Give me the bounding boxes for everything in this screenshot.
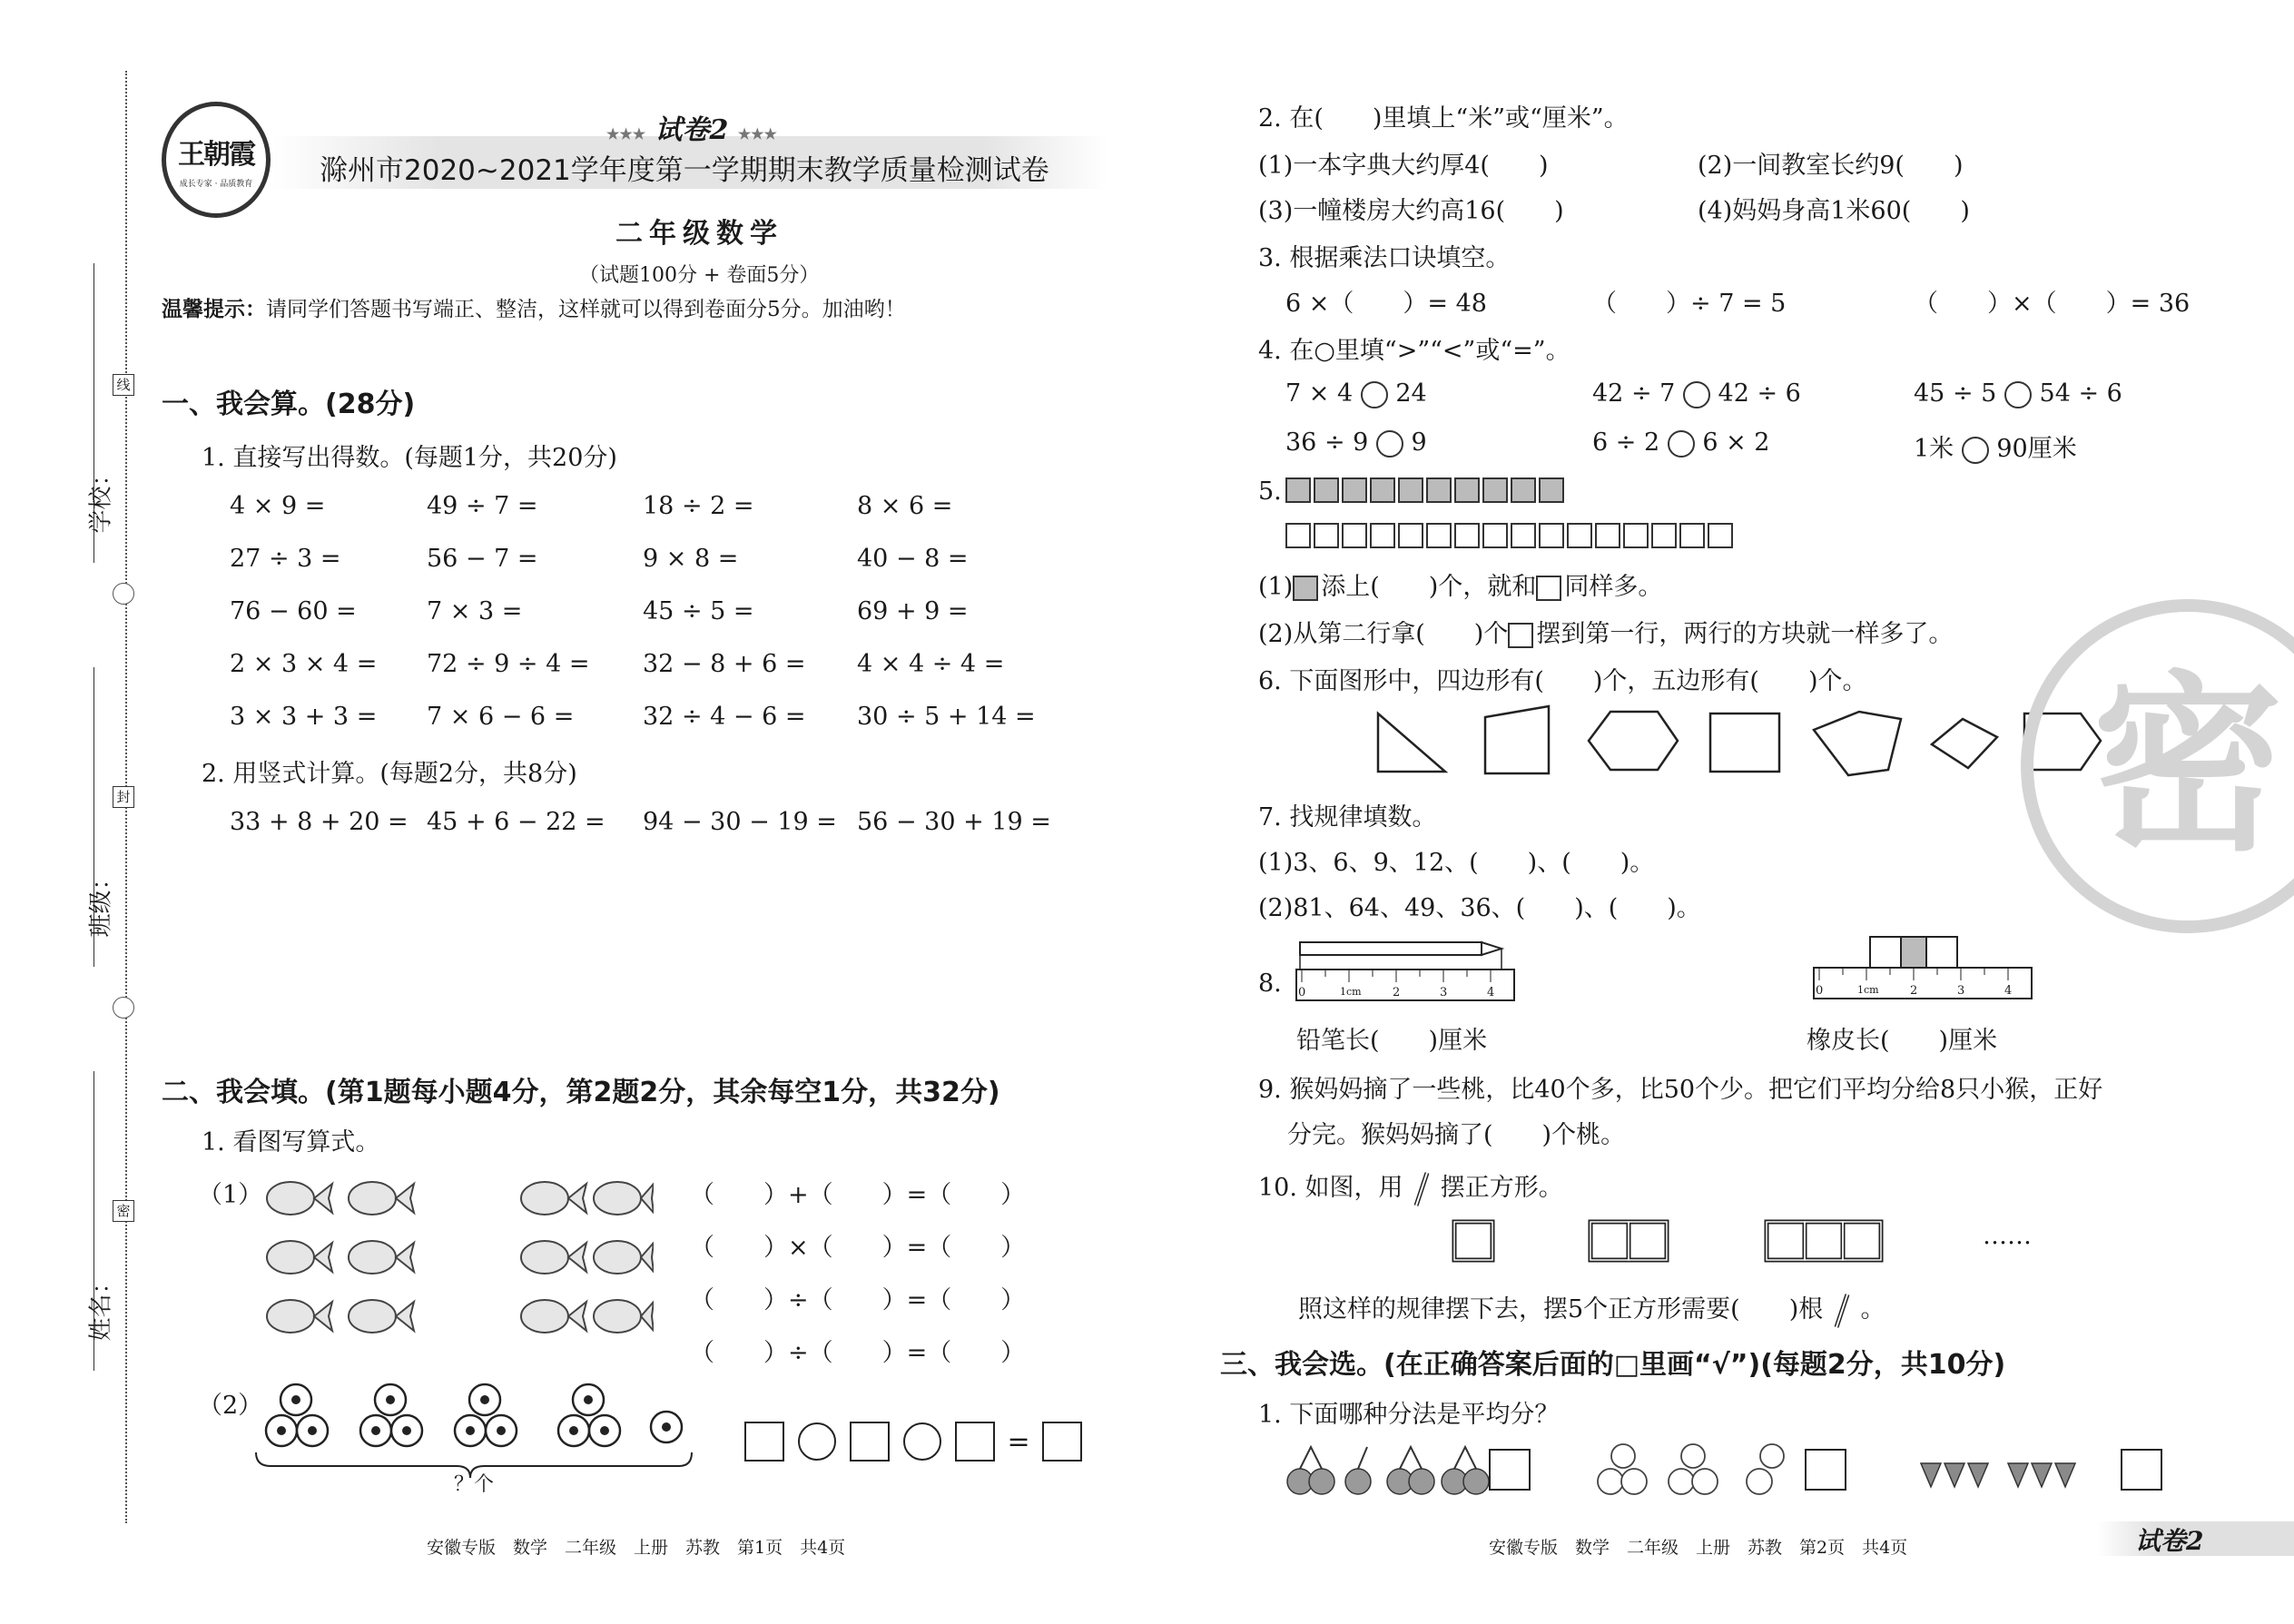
compare-item	[1592, 428, 1770, 458]
seal-mark: 封	[113, 786, 134, 808]
goldfish-icon	[594, 1182, 654, 1215]
quadrilateral-icon	[1485, 706, 1549, 773]
vertical-calc-item: 45 + 6 − 22 =	[427, 808, 605, 836]
white-square-row	[1285, 523, 1736, 548]
ruler-tick: 0	[1298, 986, 1306, 999]
s2-q5-b	[1258, 614, 1953, 649]
logo-text: 王朝霞	[178, 139, 254, 171]
calc-item: 4 × 4 ÷ 4 =	[857, 650, 1005, 678]
answer-box[interactable]	[744, 1422, 784, 1462]
section2-title: 二、我会填。(第1题每小题4分，第2题2分，其余每空1分，共32分)	[162, 1077, 1000, 1108]
line-mark: 线	[113, 374, 134, 396]
school-label: 学校：	[87, 462, 115, 534]
exam-title: 滁州市2020~2021学年度第一学期期末教学质量检测试卷	[320, 154, 1049, 187]
calc-item: 8 × 6 =	[857, 492, 953, 520]
gray-square-icon	[1293, 576, 1318, 601]
calc-item: 69 + 9 =	[857, 597, 969, 625]
compare-right: 90厘米	[1996, 435, 2077, 463]
answer-box-b[interactable]	[1805, 1449, 1846, 1491]
compare-item	[1914, 428, 2077, 464]
triangle-icon	[1378, 714, 1445, 772]
eraser-ruler	[1810, 933, 2037, 1006]
secret-watermark	[2021, 599, 2294, 933]
tip-text: 请同学们答题书写端正、整洁，这样就可以得到卷面分5分。加油哟！	[266, 298, 906, 321]
vertical-calc-item: 33 + 8 + 20 =	[230, 808, 409, 836]
ruler-tick: 0	[1816, 984, 1824, 998]
apples-group	[1590, 1434, 1799, 1500]
goldfish-icon	[521, 1182, 586, 1215]
s2-q2-item: (1)一本字典大约厚4( )	[1258, 152, 1549, 180]
fish-equation: （ ）+（ ）=（ ）	[690, 1181, 1026, 1209]
footer-tag: 试卷2	[2135, 1526, 2204, 1556]
goldfish-icon	[267, 1182, 332, 1215]
goldfish-icon	[349, 1241, 414, 1274]
s2-q3-item: （ ）×（ ）= 36	[1914, 290, 2191, 318]
score-note: （试题100分 + 卷面5分）	[579, 264, 820, 287]
s2-q8-a: 铅笔长( )厘米	[1296, 1027, 1488, 1055]
s2-q2-item: (2)一间教室长约9( )	[1698, 152, 1964, 180]
cherries-group	[1284, 1440, 1492, 1500]
s2-q5-label: 5.	[1258, 477, 1282, 506]
s1-q1-title: 1. 直接写出得数。(每题1分，共20分)	[202, 444, 617, 472]
compare-right: 24	[1395, 379, 1427, 408]
s2-q5-a	[1258, 566, 1662, 602]
compare-left: 7 × 4	[1285, 379, 1354, 408]
answer-box[interactable]	[850, 1422, 890, 1462]
hexagon-icon	[1589, 712, 1678, 770]
name-label: 姓名：	[87, 1270, 115, 1342]
goldfish-icon	[594, 1241, 654, 1274]
secret-watermark-text: 密	[2092, 655, 2283, 877]
s2-q8-label: 8.	[1258, 969, 1282, 998]
calc-item: 7 × 6 − 6 =	[427, 703, 575, 731]
compare-circle[interactable]	[1962, 437, 1989, 464]
subject-title: 二年级数学	[615, 218, 783, 250]
s2-q7-a: (1)3、6、9、12、( )、( )。	[1258, 849, 1655, 877]
operator-circle[interactable]	[798, 1422, 836, 1461]
goldfish-icon	[594, 1300, 654, 1333]
s2-q2-item: (3)一幢楼房大约高16( )	[1258, 197, 1564, 225]
star-icon: ★★★	[606, 125, 646, 143]
compare-item	[1914, 379, 2122, 408]
s2-q1-part1-label: （1）	[198, 1181, 263, 1209]
binding-hole-icon	[113, 997, 134, 1019]
calc-item: 3 × 3 + 3 =	[230, 703, 378, 731]
calc-item: 45 ÷ 5 =	[643, 597, 754, 625]
matchstick-squares	[1449, 1216, 1957, 1267]
calc-item: 72 ÷ 9 ÷ 4 =	[427, 650, 590, 678]
operator-circle[interactable]	[903, 1422, 941, 1461]
tip-label: 温馨提示：	[162, 297, 266, 321]
matchstick-icon	[1831, 1291, 1853, 1331]
s2-q3-item: 6 ×（ ）= 48	[1285, 290, 1487, 318]
s2-q1-part2-label: （2）	[198, 1392, 263, 1420]
s2-q10-line2	[1298, 1289, 1885, 1331]
secret-mark: 密	[113, 1200, 134, 1222]
ruler-unit: 1cm	[1340, 986, 1362, 998]
tip	[162, 292, 906, 322]
goldfish-icon	[349, 1300, 414, 1333]
compare-right: 6 × 2	[1702, 428, 1770, 457]
ruler-icon	[1296, 969, 1514, 1000]
pencil-icon	[1300, 942, 1482, 955]
answer-box[interactable]	[955, 1422, 995, 1462]
strawberries-group	[1914, 1445, 2141, 1496]
s3-q1-title: 1. 下面哪种分法是平均分？	[1258, 1401, 1560, 1429]
q10-pre: 10. 如图，用	[1258, 1174, 1403, 1202]
answer-box[interactable]	[1042, 1422, 1082, 1462]
fish-equation: （ ）÷（ ）=（ ）	[690, 1286, 1026, 1314]
s2-q10-line1	[1258, 1167, 1563, 1209]
square-icon	[1710, 714, 1779, 772]
compare-item	[1285, 379, 1427, 408]
s2-q2-item: (4)妈妈身高1米60( )	[1698, 197, 1970, 225]
vertical-calc-item: 56 − 30 + 19 =	[857, 808, 1051, 836]
calc-item: 27 ÷ 3 =	[230, 545, 341, 573]
brand-logo	[162, 102, 271, 218]
vertical-calc-item: 94 − 30 − 19 =	[643, 808, 837, 836]
logo-subtext: 成长专家 · 品质教育	[179, 180, 253, 189]
ruler-icon	[1814, 968, 2032, 999]
calc-item: 49 ÷ 7 =	[427, 492, 538, 520]
answer-box-c[interactable]	[2121, 1449, 2162, 1491]
compare-right: 42 ÷ 6	[1718, 379, 1801, 408]
rhombus-icon	[1932, 719, 1997, 768]
s2-q4-title: 4. 在○里填“>”“<”或“=”。	[1258, 337, 1570, 365]
compare-circle[interactable]	[2004, 381, 2032, 408]
ruler-tick: 3	[1440, 986, 1448, 999]
s2-q6-title: 6. 下面图形中，四边形有( )个，五边形有( )个。	[1258, 667, 1867, 695]
s2-q7-b: (2)81、64、49、36、( )、( )。	[1258, 894, 1701, 922]
compare-right: 9	[1411, 428, 1427, 457]
footer-left: 安徽专版 数学 二年级 上册 苏教 第1页 共4页	[427, 1538, 846, 1558]
compare-item	[1285, 428, 1427, 458]
calc-item: 7 × 3 =	[427, 597, 523, 625]
calc-item: 30 ÷ 5 + 14 =	[857, 703, 1036, 731]
goldfish-icon	[267, 1300, 332, 1333]
compare-left: 36 ÷ 9	[1285, 428, 1369, 457]
q5a-mid: 添上( )个，就和	[1321, 573, 1537, 601]
ruler-tick: 4	[1487, 986, 1495, 999]
compare-circle[interactable]	[1683, 381, 1710, 408]
compare-left: 45 ÷ 5	[1914, 379, 1997, 408]
s2-q1-title: 1. 看图写算式。	[202, 1128, 380, 1156]
s2-q2-title: 2. 在( )里填上“米”或“厘米”。	[1258, 104, 1629, 133]
calc-item: 18 ÷ 2 =	[643, 492, 754, 520]
compare-circle[interactable]	[1376, 430, 1403, 458]
compare-item	[1592, 379, 1801, 408]
q5a-pre: (1)	[1258, 573, 1294, 601]
compare-circle[interactable]	[1361, 381, 1388, 408]
compare-left: 6 ÷ 2	[1592, 428, 1660, 457]
goldfish-icon	[521, 1241, 586, 1274]
s2-q9-line1: 9. 猴妈妈摘了一些桃，比40个多，比50个少。把它们平均分给8只小猴，正好	[1258, 1076, 2103, 1104]
football-illustration	[252, 1380, 697, 1480]
s2-q8-b: 橡皮长( )厘米	[1807, 1027, 1998, 1055]
compare-left: 42 ÷ 7	[1592, 379, 1676, 408]
equals-sign: =	[1007, 1425, 1030, 1458]
s2-q3-title: 3. 根据乘法口诀填空。	[1258, 244, 1511, 272]
ruler-tick: 3	[1957, 984, 1965, 998]
section1-title: 一、我会算。(28分)	[162, 389, 416, 420]
q5a-post: 同样多。	[1564, 573, 1663, 601]
compare-right: 54 ÷ 6	[2039, 379, 2122, 408]
answer-box-a[interactable]	[1489, 1449, 1531, 1491]
class-label: 班级：	[87, 866, 115, 938]
matchstick-icon	[1411, 1169, 1433, 1209]
q10-ellipsis: ……	[1983, 1222, 2032, 1250]
s2-q3-item: （ ）÷ 7 = 5	[1592, 290, 1787, 318]
pencil-ruler	[1293, 935, 1520, 1008]
fish-equation: （ ）×（ ）=（ ）	[690, 1234, 1026, 1262]
compare-left: 1米	[1914, 435, 1954, 463]
s2-q9-line2: 分完。猴妈妈摘了( )个桃。	[1287, 1121, 1626, 1149]
q10-end: 。	[1860, 1295, 1885, 1324]
star-icon: ★★★	[737, 125, 777, 143]
q5b-post: 摆到第一行，两行的方块就一样多了。	[1536, 620, 1954, 648]
football-count-note: ？个	[454, 1473, 495, 1496]
ruler-tick: 2	[1393, 986, 1401, 999]
section3-title: 三、我会选。(在正确答案后面的□里画“√”)(每题2分，共10分)	[1220, 1349, 2006, 1381]
paper-tag	[606, 107, 777, 147]
fish-illustration	[254, 1171, 654, 1343]
footer-right: 安徽专版 数学 二年级 上册 苏教 第2页 共4页	[1489, 1538, 1908, 1558]
football-equation-blanks	[744, 1422, 1082, 1462]
calc-item: 32 ÷ 4 − 6 =	[643, 703, 806, 731]
white-square-icon	[1536, 576, 1561, 601]
fish-equation: （ ）÷（ ）=（ ）	[690, 1339, 1026, 1367]
s1-q2-title: 2. 用竖式计算。(每题2分，共8分)	[202, 760, 577, 788]
q10-question: 照这样的规律摆下去，摆5个正方形需要( )根	[1298, 1295, 1824, 1324]
calc-item: 9 × 8 =	[643, 545, 739, 573]
calc-item: 4 × 9 =	[230, 492, 326, 520]
calc-item: 76 − 60 =	[230, 597, 357, 625]
paper-tag-text: 试卷2	[655, 114, 729, 146]
calc-item: 2 × 3 × 4 =	[230, 650, 378, 678]
calc-item: 56 − 7 =	[427, 545, 538, 573]
calc-item: 32 − 8 + 6 =	[643, 650, 806, 678]
s2-q7-title: 7. 找规律填数。	[1258, 803, 1437, 832]
gray-square-row	[1285, 477, 1567, 503]
ruler-tick: 2	[1910, 984, 1918, 998]
goldfish-icon	[349, 1182, 414, 1215]
pentagon-icon	[1814, 712, 1901, 775]
calc-item: 40 − 8 =	[857, 545, 969, 573]
goldfish-icon	[267, 1241, 332, 1274]
goldfish-icon	[521, 1300, 586, 1333]
ruler-tick: 4	[2004, 984, 2013, 998]
q10-post: 摆正方形。	[1440, 1174, 1563, 1202]
white-square-icon	[1508, 623, 1533, 648]
binding-hole-icon	[113, 583, 134, 605]
compare-circle[interactable]	[1668, 430, 1695, 458]
ruler-unit: 1cm	[1857, 984, 1879, 996]
q5b-pre: (2)从第二行拿( )个	[1258, 620, 1509, 648]
